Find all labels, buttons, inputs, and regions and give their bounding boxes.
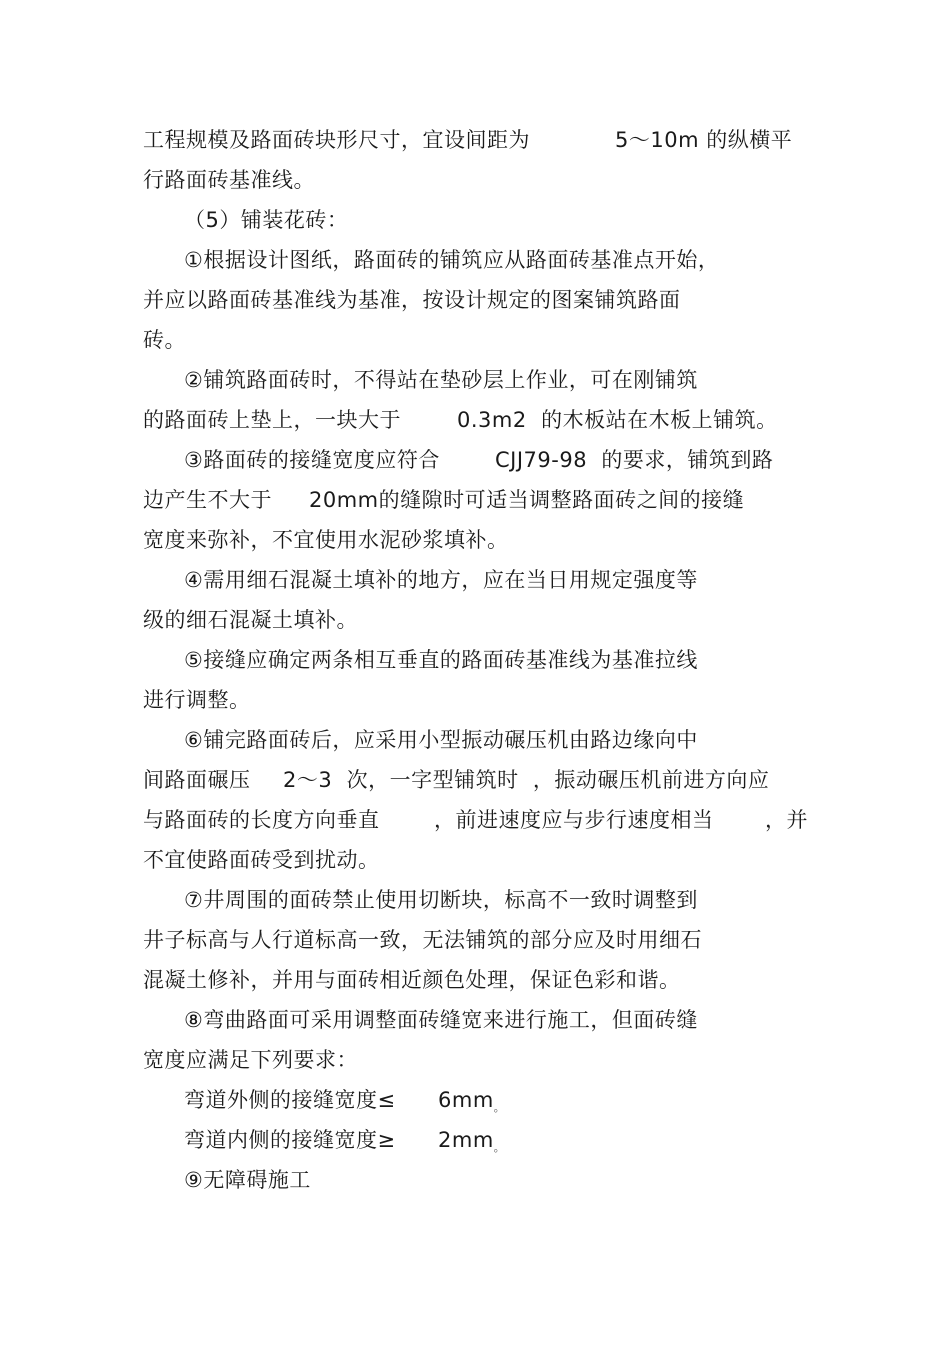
text-line-segment: 5～10m 的纵横平	[615, 128, 793, 152]
text-line-segment: ，前进速度应与步行速度相当	[434, 808, 714, 832]
text-line-segment: ，并	[765, 808, 808, 832]
paragraph-line: ①根据设计图纸，路面砖的铺筑应从路面砖基准点开始，	[184, 248, 720, 272]
text-line-segment	[438, 1087, 505, 1121]
paragraph-line: 井子标高与人行道标高一致，无法铺筑的部分应及时用细石	[143, 928, 702, 952]
paragraph-line: 级的细石混凝土填补。	[143, 608, 358, 632]
paragraph-line: ⑨无障碍施工	[184, 1168, 311, 1192]
paragraph-line: 与路面砖的长度方向垂直	[143, 808, 380, 832]
paragraph-line: 混凝土修补，并用与面砖相近颜色处理，保证色彩和谐。	[143, 968, 681, 992]
value-text: 2mm	[438, 1128, 494, 1152]
text-line-segment: 2～3 次，一字型铺筑时 ，振动碾压机前进方向应	[283, 768, 770, 792]
paragraph-line: ⑦井周围的面砖禁止使用切断块，标高不一致时调整到	[184, 888, 698, 912]
value-text: 6mm	[438, 1088, 494, 1112]
paragraph-line: 边产生不大于	[143, 488, 272, 512]
text-line: 工程规模及路面砖块形尺寸，宜设间距为	[143, 128, 530, 152]
text-line-segment: CJJ79-98 的要求，铺筑到路	[495, 448, 774, 472]
paragraph-line: 的路面砖上垫上，一块大于	[143, 408, 401, 432]
text-line-segment: 20mm的缝隙时可适当调整路面砖之间的接缝	[309, 488, 745, 512]
paragraph-line: 宽度应满足下列要求：	[143, 1048, 358, 1072]
paragraph-line: ⑧弯曲路面可采用调整面砖缝宽来进行施工，但面砖缝	[184, 1008, 698, 1032]
list-item: 弯道外侧的接缝宽度≤	[184, 1088, 396, 1112]
paragraph-line: 砖。	[143, 328, 186, 352]
paragraph-line: 间路面碾压	[143, 768, 251, 792]
paragraph-line: ②铺筑路面砖时，不得站在垫砂层上作业，可在刚铺筑	[184, 368, 698, 392]
paragraph-line: 并应以路面砖基准线为基准，按设计规定的图案铺筑路面	[143, 288, 681, 312]
paragraph-line: ④需用细石混凝土填补的地方，应在当日用规定强度等	[184, 568, 698, 592]
paragraph-line: 宽度来弥补，不宜使用水泥砂浆填补。	[143, 528, 509, 552]
paragraph-line: 不宜使路面砖受到扰动。	[143, 848, 380, 872]
text-line-segment	[438, 1127, 505, 1161]
text-line-segment: 0.3m2 的木板站在木板上铺筑。	[457, 408, 778, 432]
paragraph-line: ③路面砖的接缝宽度应符合	[184, 448, 440, 472]
paragraph-line: ⑥铺完路面砖后，应采用小型振动碾压机由路边缘向中	[184, 728, 698, 752]
text-line: 行路面砖基准线。	[143, 168, 315, 192]
list-item: 弯道内侧的接缝宽度≥	[184, 1128, 396, 1152]
paragraph-line: 进行调整。	[143, 688, 251, 712]
section-heading: （5）铺装花砖：	[184, 208, 349, 232]
punctuation-text: 。	[493, 1101, 506, 1114]
punctuation-text: 。	[493, 1141, 506, 1154]
paragraph-line: ⑤接缝应确定两条相互垂直的路面砖基准线为基准拉线	[184, 648, 698, 672]
